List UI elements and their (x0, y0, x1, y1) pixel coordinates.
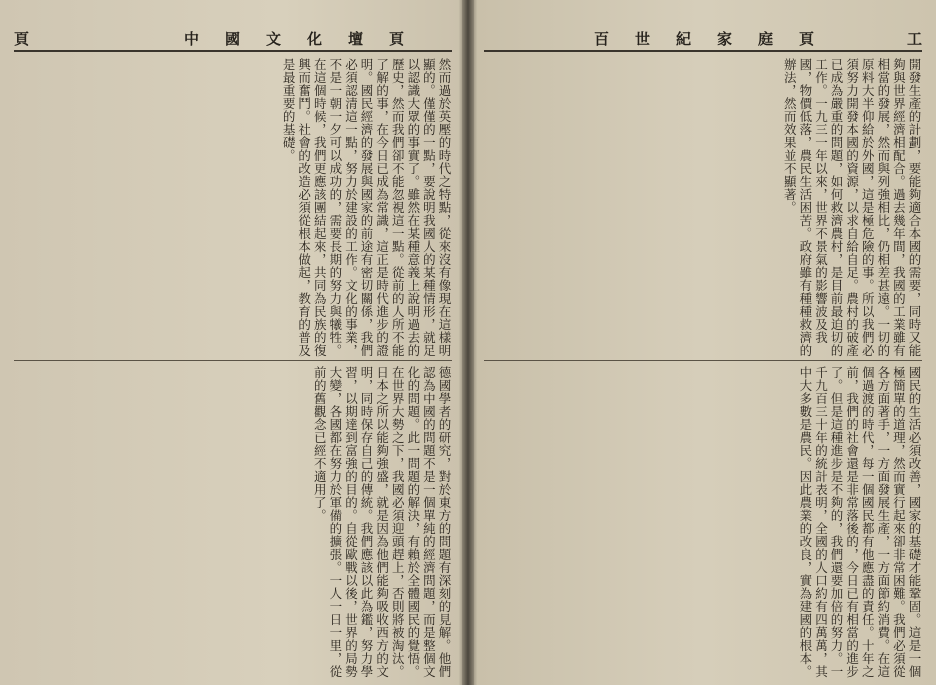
left-top-text-block (14, 58, 452, 358)
right-top-text-block (484, 58, 922, 358)
left-bottom-text: 德國學者的研究，對於東方的問題有深刻的見解。他們認為中國的問題不是一個單純的經濟問題，而是整個文化的問題。此一問題的解決，有賴於全體國民的覺悟。在世界大勢之下，我國必須迎頭趕上，否則將被淘汰。日本之所以能夠強盛，就是因為他們能夠吸收西方的文明，同時保存自己的傳統。我們應該以此為鑑，努力學習，以期達到富強的目的。自從歐戰以後，世界的局勢大變，各國都在努力於軍備的擴張。一人一日一里，從前的舊觀念已經不適用了。 (312, 366, 452, 678)
left-bottom-text-block (14, 366, 452, 678)
right-page-header (484, 28, 922, 52)
right-top-text: 開發生產的計劃，要能夠適合本國的需要，同時又能夠與世界經濟相配合。過去幾年間，我國的工業雖有相當的發展，然而與列強相比，仍相差甚遠。一切的原料大半仰給於外國，這是極危險的事。所以我們必須努力開發本國的資源，以求自給自足。農村的破產已成為嚴重的問題，如何救濟農村，是目前最迫切的工作。一九三一年以來，世界不景氣的影響波及我國，物價低落，農民生活困苦。政府雖有種種救濟的辦法，然而效果並不顯著。 (782, 58, 922, 357)
right-page-number: 工 (906, 30, 922, 48)
left-page-header (14, 28, 452, 52)
right-page (470, 0, 936, 685)
left-section-divider (14, 360, 452, 361)
left-top-text: 然而過於英壓的時代之特點，從來沒有像現在這樣明顯的。僅僅的一點，要說明我國人的某種情形，就足以認識大眾的事實了。雖然在某種意義上說明過去的歷史，然而我們卻不能忽視這一點。從前的人所不能了解的事，在今日已成為常識，這正是時代進步的證明。國民經濟的發展與國家的前途有密切關係，我們必須認清這一點，努力於建設的工作。文化的事業，不是一朝一夕可以成功的，需要長期的努力與犧牲。在這個時候，我們更應該團結起來，共同為民族的復興而奮鬥。社會的改造必須從根本做起，教育的普及是最重要的基礎。 (281, 58, 452, 357)
right-bottom-text-block (484, 366, 922, 678)
right-bottom-text: 國民的生活必須改善，國家的基礎才能鞏固。這是一個極簡單的道理，然而實行起來卻非常困難。我們必須從各方面著手，一方面發展生產，一方面節約消費。在這個過渡的時代，每一個國民都有他應盡的責任。十年之前，我們的社會還是非常落後的，今日已有相當的進步了。但是這種進步是不夠的，我們還要加倍的努力。一千九百三十年的統計表明，全國的人口約有四萬萬，其中大多數是農民。因此農業的改良，實為建國的根本。 (797, 366, 922, 678)
left-page-number: 頁 (14, 30, 30, 48)
right-page-title: 百世紀家庭頁 (594, 30, 841, 48)
left-page-title: 中國文化壇頁 (184, 30, 431, 48)
right-section-divider (484, 360, 922, 361)
left-page (0, 0, 466, 685)
